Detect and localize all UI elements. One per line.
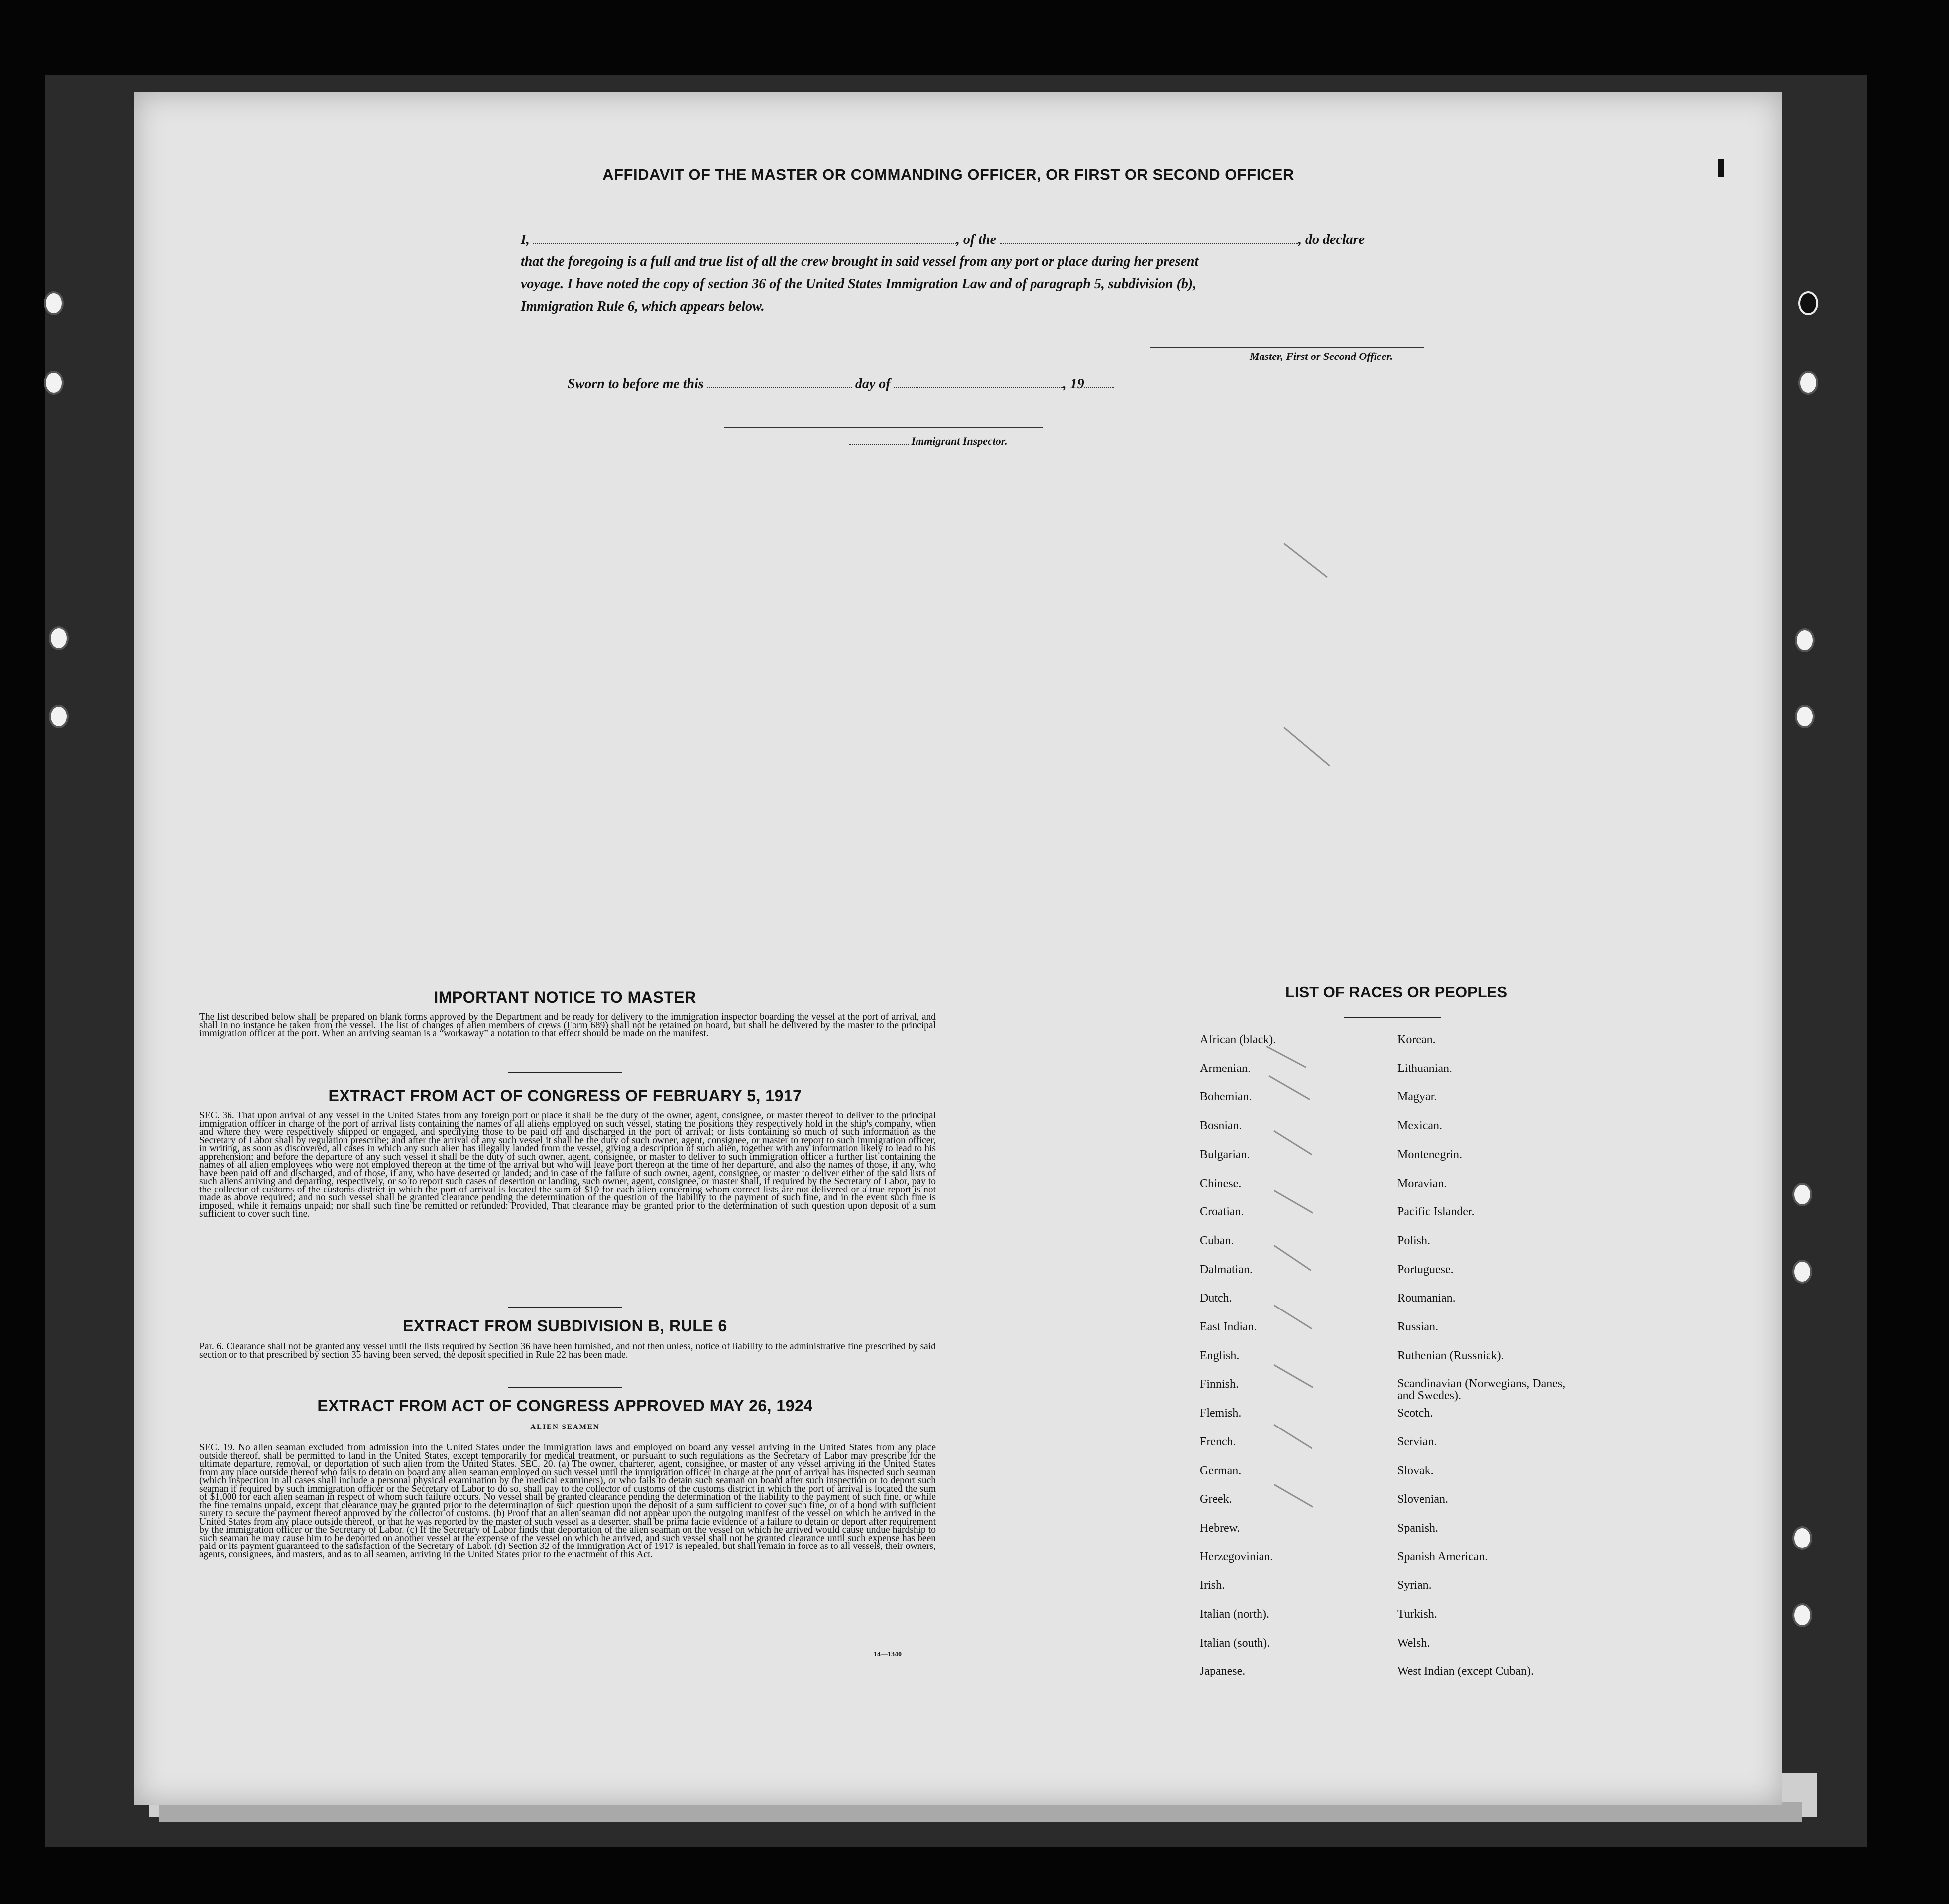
race-item: Italian (north). [1200,1608,1269,1621]
race-item: German. [1200,1464,1242,1477]
race-item: Flemish. [1200,1407,1242,1420]
race-item: French. [1200,1435,1236,1448]
race-item: Moravian. [1397,1177,1447,1190]
race-item: Syrian. [1397,1579,1432,1592]
inspector-caption-text: Immigrant Inspector. [911,435,1008,447]
binder-hole-icon [1792,1526,1812,1550]
inspector-caption [849,435,1008,448]
race-item: Ruthenian (Russniak). [1397,1349,1504,1362]
ink-mark [1718,159,1724,177]
race-item: Japanese. [1200,1665,1246,1678]
race-item: Bosnian. [1200,1119,1242,1133]
binder-hole-icon [49,626,69,650]
race-item: Roumanian. [1397,1292,1456,1305]
race-item: West Indian (except Cuban). [1397,1665,1534,1678]
affidavit-declaration-line [521,230,1365,248]
race-item: Bulgarian. [1200,1148,1250,1161]
binder-hole-icon [1795,705,1815,728]
race-item: Greek. [1200,1493,1232,1506]
underlying-page-edge-2 [159,1802,1802,1822]
race-item: Scandinavian (Norwegians, Danes, and Swedes). [1397,1377,1566,1403]
name-blank[interactable] [533,230,956,244]
notice-text: The list described below shall be prepared on blank forms approved by the Department and be ready for delivery to the immigration inspector boarding the vessel at the port of arrival, and shall in no instance be taken from the vessel. The list of changes of alien members of crews (Form 689) shall not be retained on board, but shall be delivered by the master to the principal immigration officer at the port. When an arriving seaman is a “workaway” a notation to that effect should be made on the manifest. [199,1013,936,1039]
act-1924-heading: EXTRACT FROM ACT OF CONGRESS APPROVED MAY 26, 1924 [317,1397,813,1415]
binder-hole-icon [1795,628,1815,652]
race-item: Lithuanian. [1397,1062,1452,1075]
i-label: I, [521,232,530,247]
divider [1344,1017,1441,1018]
race-item: Servian. [1397,1435,1437,1448]
binder-hole-icon [1798,371,1818,395]
divider [508,1307,622,1308]
race-item: Irish. [1200,1579,1225,1592]
race-item: Chinese. [1200,1177,1242,1190]
race-item: Magyar. [1397,1090,1437,1104]
race-item: Slovenian. [1397,1493,1448,1506]
race-item: Herzegovinian. [1200,1550,1273,1563]
race-item: Armenian. [1200,1062,1251,1075]
binder-hole-icon [49,705,69,728]
race-item: East Indian. [1200,1320,1257,1333]
binder-hole-icon [1792,1260,1812,1284]
binder-hole-icon [44,291,64,315]
binder-hole-icon [1798,291,1818,315]
form-number: 14—1340 [874,1651,902,1658]
rule6-text: Par. 6. Clearance shall not be granted any vessel until the lists required by Section 36 have been furnished, and not then unless, notice of liability to the administrative fine prescribed by said section or to that prescribed by section 35 having been served, the deposit specified in Rule 22 has been made. [199,1343,936,1360]
divider [508,1387,622,1388]
race-item: Dutch. [1200,1292,1232,1305]
act-1917-text: SEC. 36. That upon arrival of any vessel in the United States from any foreign port or place it shall be the duty of the owner, agent, consignee, or master thereof to deliver to the principal immigration officer in charge of the port of arrival lists containing the names of all aliens employed on such vessel, stating the positions they respectively hold in the ship's company, when and where they were respectively shipped or engaged, and specifying those to be paid off and discharged in the port of arrival; or lists containing so much of such information as the Secretary of Labor shall by regulation prescribe; and after the arrival of any such vessel it shall be the duty of such owner, agent, consignee, or master to report to such immigration officer, in writing, as soon as discovered, all cases in which any such alien has illegally landed from the vessel, giving a description of such alien, together with any information likely to lead to his apprehension; and before the departure of any such vessel it shall be the duty of such owner, agent, consignee, or master to deliver to such immigration officer a further list containing the names of all alien employees who were not employed thereon at the time of the arrival but who will leave port thereon at the time of her departure, and also the names of those, if any, who have been paid off and discharged, and of those, if any, who have deserted or landed; and in case of the failure of such owner, agent, consignee, or master to deliver either of the said lists of such aliens arriving and departing, respectively, or so to report such cases of desertion or landing, such owner, agent, consignee, or master shall, if required by the Secretary of Labor, pay to the collector of customs of the customs district in which the port of arrival is located the sum of $10 for each alien concerning whom correct lists are not delivered or a true report is not made as above required; and no such vessel shall be granted clearance pending the determination of the question of the liability to the payment of such fine, and in the event such fine is imposed, while it remains unpaid; nor shall such fine be remitted or refunded: Provided, That clearance may be granted prior to the determination of such question upon deposit of a sum sufficient to cover such fine. [199,1112,936,1219]
race-item: Spanish. [1397,1521,1439,1535]
race-item: Turkish. [1397,1608,1437,1621]
race-item: Bohemian. [1200,1090,1252,1104]
inspector-dots [849,435,909,445]
race-item: Russian. [1397,1320,1439,1333]
race-item: English. [1200,1349,1240,1362]
race-item: Korean. [1397,1033,1436,1046]
of-the-label: , of the [956,232,997,247]
race-item: Dalmatian. [1200,1263,1253,1276]
race-item: Italian (south). [1200,1636,1270,1650]
race-item: Portuguese. [1397,1263,1454,1276]
race-item: Croatian. [1200,1205,1244,1219]
rule6-heading: EXTRACT FROM SUBDIVISION B, RULE 6 [403,1317,727,1335]
race-item: Slovak. [1397,1464,1434,1477]
vessel-blank[interactable] [1000,230,1298,244]
affidavit-line-3: voyage. I have noted the copy of section 36 of the United States Immigration Law and of paragraph 5, subdivision (b), [521,276,1197,292]
race-item: African (black). [1200,1033,1276,1046]
inspector-signature-line[interactable] [724,427,1043,428]
sworn-year-blank[interactable] [1084,374,1114,388]
race-item: Finnish. [1200,1378,1239,1391]
signature-caption: Master, First or Second Officer. [1250,350,1393,362]
sworn-day-blank[interactable] [707,374,852,388]
affidavit-line-4: Immigration Rule 6, which appears below. [521,299,765,314]
divider [508,1072,622,1073]
binder-hole-icon [1792,1183,1812,1206]
notice-heading: IMPORTANT NOTICE TO MASTER [434,988,696,1006]
signature-line[interactable] [1150,347,1424,348]
race-item: Hebrew. [1200,1521,1240,1535]
day-of-label: day of [855,376,891,392]
race-item: Scotch. [1397,1407,1433,1420]
binder-hole-icon [44,371,64,395]
race-item: Montenegrin. [1397,1148,1462,1161]
race-item: Welsh. [1397,1636,1430,1650]
race-item: Polish. [1397,1234,1431,1247]
year-label: , 19 [1063,376,1084,392]
affidavit-title: AFFIDAVIT OF THE MASTER OR COMMANDING OFFICER, OR FIRST OR SECOND OFFICER [602,166,1294,183]
race-item: Spanish American. [1397,1550,1488,1563]
race-item: Mexican. [1397,1119,1442,1133]
act-1917-heading: EXTRACT FROM ACT OF CONGRESS OF FEBRUARY 5, 1917 [328,1087,802,1105]
races-heading: LIST OF RACES OR PEOPLES [1285,983,1508,1001]
affidavit-line-2: that the foregoing is a full and true list of all the crew brought in said vessel from any port or place during her present [521,254,1199,269]
act-1924-subheading: ALIEN SEAMEN [530,1423,600,1431]
act-1924-text: SEC. 19. No alien seaman excluded from admission into the United States under the immigration laws and employed on board any vessel arriving in the United States from any place outside thereof, shall be permitted to land in the United States, except temporarily for medical treatment, or pursuant to such regulations as the Secretary of Labor may prescribe for the ultimate departure, removal, or deportation of such alien from the United States. SEC. 20. (a) The owner, charterer, agent, consignee, or master of any vessel arriving in the United States from any place outside thereof who fails to detain on board any alien seaman employed on such vessel until the immigration officer in charge at the port of arrival has inspected such seaman (which inspection in all cases shall include a personal physical examination by the medical examiners), or who fails to detain such seaman on board after such inspection or to deport such seaman if required by such immigration officer or the Secretary of Labor to do so, shall pay to the collector of customs of the customs district in which the port of arrival is located the sum of $1,000 for each alien seaman in respect of whom such failure occurs. No vessel shall be granted clearance pending the determination of the liability to the payment of such fine, or while the fine remains unpaid, except that clearance may be granted prior to the determination of such question upon the deposit of a sum sufficient to cover such fine, or of a bond with sufficient surety to secure the payment thereof approved by the collector of customs. (b) Proof that an alien seaman did not appear upon the outgoing manifest of the vessel on which he arrived in the United States from any place outside thereof, or that he was reported by the master of such vessel as a deserter, shall be prima facie evidence of a failure to detain or deport after requirement by the immigration officer or the Secretary of Labor. (c) If the Secretary of Labor finds that deportation of the alien seaman on the vessel on which he arrived would cause undue hardship to such seaman he may cause him to be deported on another vessel at the expense of the vessel on which he arrived, and such vessel shall not be granted clearance until such expense has been paid or its payment guaranteed to the satisfaction of the Secretary of Labor. (d) Section 32 of the Immigration Act of 1917 is repealed, but shall remain in force as to all vessels, their owners, agents, consignees, and masters, and as to all seamen, arriving in the United States prior to the enactment of this Act. [199,1444,936,1560]
sworn-line [568,374,1114,392]
race-item: Pacific Islander. [1397,1205,1475,1219]
race-item: Cuban. [1200,1234,1234,1247]
sworn-label: Sworn to before me this [568,376,704,392]
binder-hole-icon [1792,1603,1812,1627]
declare-label: , do declare [1298,232,1365,247]
sworn-month-blank[interactable] [894,374,1063,388]
